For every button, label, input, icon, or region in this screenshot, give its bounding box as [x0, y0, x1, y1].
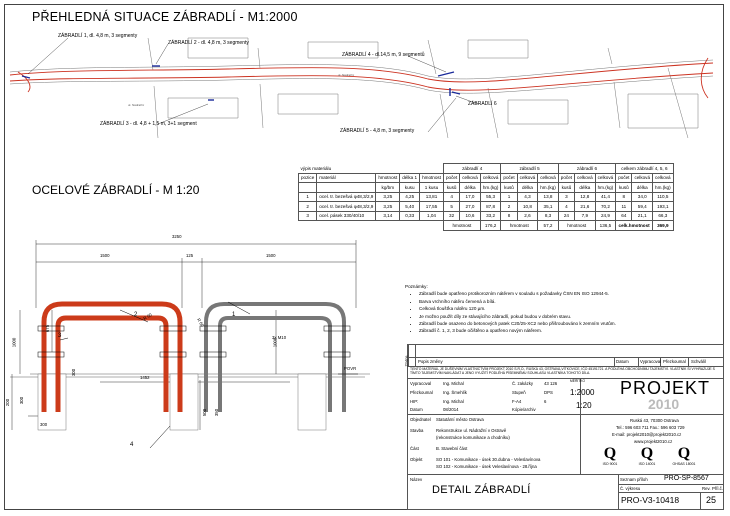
table-row: 3 ocel. pásek 330/40/10 3,14 0,33 1,04 32 10,6 33,2 8 2,6 8,3 24 7,9 24,9 64 21,1 66,3	[299, 211, 674, 221]
dim-c: 1500	[266, 253, 276, 258]
object-value-2: SO 102 - Komunikace - úsek Veleslavínova - 28.října	[436, 464, 537, 469]
company-web: www.projekt2010.cz	[634, 439, 673, 444]
label-railing-1: ZÁBRADLÍ 1, dl. 4,8 m, 3 segmenty	[58, 33, 138, 39]
position-1: 1	[232, 312, 236, 318]
dim-b: 125	[186, 253, 194, 258]
scale-label: MĚŘÍTKO	[570, 379, 586, 383]
order-value: 43 126	[544, 381, 558, 386]
date-label: Datum	[410, 407, 423, 412]
company-name: PROJEKT	[620, 378, 711, 398]
drawing-number: PRO-V3-10418	[621, 495, 680, 505]
label-railing-5: ZÁBRADLÍ 5 - 4,8 m, 3 segmenty	[340, 128, 415, 134]
appendix-number: 25	[706, 495, 717, 505]
note-item: • Zábradlí bude opatřeno protikorozním nátěrem v souladu s požadavky ČSN EN ISO 12944-5.	[419, 290, 616, 297]
note-item: • Zábradlí bude osazeno do betonových patek C20/25-XC2 nebo přišroubováno k zemním vrutům.	[419, 320, 616, 327]
format-label: F-A4	[512, 399, 522, 404]
company-phone: Tel.: 596 603 711 Fax.: 596 603 729	[616, 425, 685, 430]
legal-notice: TENTO MATERIÁL JE DUŠEVNÍM VLASTNICTVÍM PROJEKT 2010 S.R.O., RUSKÁ 43, OSTRAVA-VÍTKOVICE, IČO 45191721. A PODLÉHÁ OBCHODNÍMU TAJEMSTVÍ. VLASTNÍK SI VYHRAZUJE S TÍMTO TAJEMSTVÍM NAKLÁDAT A JENO VYUŽITÍ PODLÉHÁ PÍSEMNÉMU SOUHLASU VLASTNÍKA TOHOTO DÍLA.	[410, 367, 715, 375]
client-label: Objednatel	[410, 417, 431, 422]
label-railing-3: ZÁBRADLÍ 3 - dl. 4,8 + 1,5 m, 3+1 segment	[100, 121, 197, 127]
rev-col-review: Přezkoumal	[663, 359, 686, 364]
company-email: E-mail: projekt2010@projekt2010.cz	[612, 432, 682, 437]
drawing-number-label: Č. výkresu	[620, 486, 641, 491]
screw-label: 3x M10	[272, 335, 287, 340]
attachments-label: Seznam příloh	[620, 477, 648, 482]
position-4: 4	[130, 442, 134, 448]
dim-300a: 300	[71, 368, 77, 377]
author-value: Ing. Michal	[443, 381, 464, 386]
drawing-name: DETAIL ZÁBRADLÍ	[432, 484, 531, 496]
hip-label: HIP:	[410, 399, 419, 404]
construction-label: Stavba	[410, 428, 424, 433]
rev-col-approve: Schválil	[691, 359, 706, 364]
material-table: výpis materiálu zábradlí 4 zábradlí 5 zábradlí 6 celkem zábradlí 4, 5, 6 pozice materiál hmotnost délka 1 hmotnost počet celková celková počet celková celková počet celková celková počet celková celková kg/bm kusu 1 kusu kusů délka hm.(kg) kusů délka hm.(kg) kusů délka hm.(kg) kusů délka hm.(kg) 1 ocel. tr. bezešvá φ48,3/2,9 3,25 4,25 13,81 4 17,0 55,3 1 4,3 13,8 3 12,8 41,4 8 34,0 110,5 2 ocel. tr. bezešvá φ48,3/2,9 3,25 5,40 17,55 5 27,0 87,8 2 10,8 35,1 4 21,6 70,2 11 59,4 193,1 3 ocel. pásek 330/40/10 3,14 0,33 1,04 32 10,6 33,2 8 2,6 8,3 24 7,9 24,9 64 21,1 66,3 hmotnost 176,2 hmotnost 57,2 hmotnost 136,5 celk.hmotnost 369,9	[298, 163, 674, 231]
iso-9001-icon: Q ISO 9001	[602, 445, 618, 466]
note-item: • Zábradlí č. 1, 2, 3 bude očištěno a opatřeno novým nátěrem.	[419, 327, 616, 334]
note-item: • Je možno použít díly ze stávajícího zábradlí, pokud budou v dobrém stavu.	[419, 313, 616, 320]
construction-note: (rekonstrukce komunikace a chodníku)	[436, 435, 510, 440]
reviewer-label: Přezkoumal	[410, 390, 433, 395]
radius-left: R 60	[142, 312, 153, 321]
dim-200: 200	[5, 398, 11, 407]
company-year: 2010	[648, 396, 680, 412]
revision-label: Rev.	[702, 486, 711, 491]
position-3: 3	[58, 333, 62, 339]
dim-1452: 1452	[140, 375, 150, 380]
stage-value: DPS	[544, 390, 553, 395]
steel-railing-title: OCELOVÉ ZÁBRADLÍ - M 1:20	[32, 183, 200, 197]
railing-detail-drawing	[0, 230, 380, 502]
label-railing-2: ZÁBRADLÍ 2 - dl. 4,8 m, 3 segmenty	[168, 40, 249, 46]
label-railing-4: ZÁBRADLÍ 4 - dl.14,5 m, 9 segmentů	[342, 52, 425, 58]
svg-text:ul. Nádražní: ul. Nádražní	[338, 73, 355, 77]
construction-value: Rekonstrukce ul. Nádražní v Ostravě	[436, 428, 507, 433]
dim-1000b: 1000	[272, 337, 278, 348]
radius-right: R 60	[196, 317, 205, 328]
svg-text:ul. Nádražní: ul. Nádražní	[128, 103, 145, 107]
rev-col-author: Vypracoval	[640, 359, 662, 364]
dim-500: 500	[202, 408, 208, 417]
situation-title: PŘEHLEDNÁ SITUACE ZÁBRADLÍ - M1:2000	[32, 10, 298, 24]
order-label: Č. zakázky	[512, 381, 534, 386]
dim-a: 1500	[100, 253, 110, 258]
rev-col-desc: Popis změny	[418, 359, 443, 364]
part-value: B. Stavební část	[436, 446, 468, 451]
company-address: Ruská 43, 70300 Ostrava	[630, 418, 679, 423]
object-label: Objekt	[410, 457, 423, 462]
name-label: Název	[410, 477, 423, 482]
attachments-value: PRO-SP-8567	[664, 475, 709, 482]
table-row: 2 ocel. tr. bezešvá φ48,3/2,9 3,25 5,40 17,55 5 27,0 87,8 2 10,8 35,1 4 21,6 70,2 11 59,4 193,1	[299, 202, 674, 212]
dim-300c: 300	[40, 422, 48, 427]
scale-map: 1:2000	[570, 388, 595, 397]
rev-col-change: Změna	[404, 355, 409, 367]
appendix-label: Příl.č.	[712, 486, 723, 491]
dim-675: 675	[45, 324, 51, 333]
client-value: Statutární město Ostrava	[436, 417, 484, 422]
stage-label: Stupeň	[512, 390, 526, 395]
table-totals-row: hmotnost 176,2 hmotnost 57,2 hmotnost 136,5 celk.hmotnost 369,9	[299, 221, 674, 231]
ohsas-18001-icon: Q OHSAS 18001	[672, 445, 696, 466]
table-row: 1 ocel. tr. bezešvá φ48,3/2,9 3,25 4,25 13,81 4 17,0 55,3 1 4,3 13,8 3 12,8 41,4 8 34,0 110,5	[299, 192, 674, 202]
label-railing-6: ZÁBRADLÍ 6	[468, 101, 497, 107]
table-header-row: pozice materiál hmotnost délka 1 hmotnost počet celková celková počet celková celková počet celková celková počet celková celková	[299, 173, 674, 183]
date-value: 08/2014	[443, 407, 459, 412]
table-header-row: kg/bm kusu 1 kusu kusů délka hm.(kg) kusů délka hm.(kg) kusů délka hm.(kg) kusů délka hm.(kg)	[299, 183, 674, 193]
dim-total: 3250	[172, 234, 182, 239]
note-item: • Barva vrchního nátěru červená a bílá.	[419, 298, 616, 305]
position-2: 2	[134, 312, 138, 318]
dim-300b: 300	[19, 396, 25, 405]
surface-label: POVR	[344, 366, 357, 371]
scale-detail: 1:20	[576, 401, 592, 410]
rev-col-date: Datum	[616, 359, 629, 364]
format-value: 6	[544, 399, 547, 404]
part-label: Část	[410, 446, 419, 451]
copies-label: Kópie/archiv	[512, 407, 536, 412]
reviewer-value: Ing. Šmehlík	[443, 390, 467, 395]
dim-350: 350	[214, 408, 220, 417]
dim-1000: 1000	[11, 337, 17, 348]
hip-value: Ing. Michal	[443, 399, 464, 404]
object-value-1: SO 101 - Komunikace - úsek 30.dubna - Veleslavínova	[436, 457, 541, 462]
notes	[405, 283, 616, 335]
iso-14001-icon: Q ISO 14001	[638, 445, 656, 466]
note-item: • Celková tloušťka nátěru 120 µm.	[419, 305, 616, 312]
notes-heading: Poznámky:	[405, 284, 428, 289]
author-label: Vypracoval	[410, 381, 432, 386]
table-caption: výpis materiálu	[300, 165, 332, 171]
